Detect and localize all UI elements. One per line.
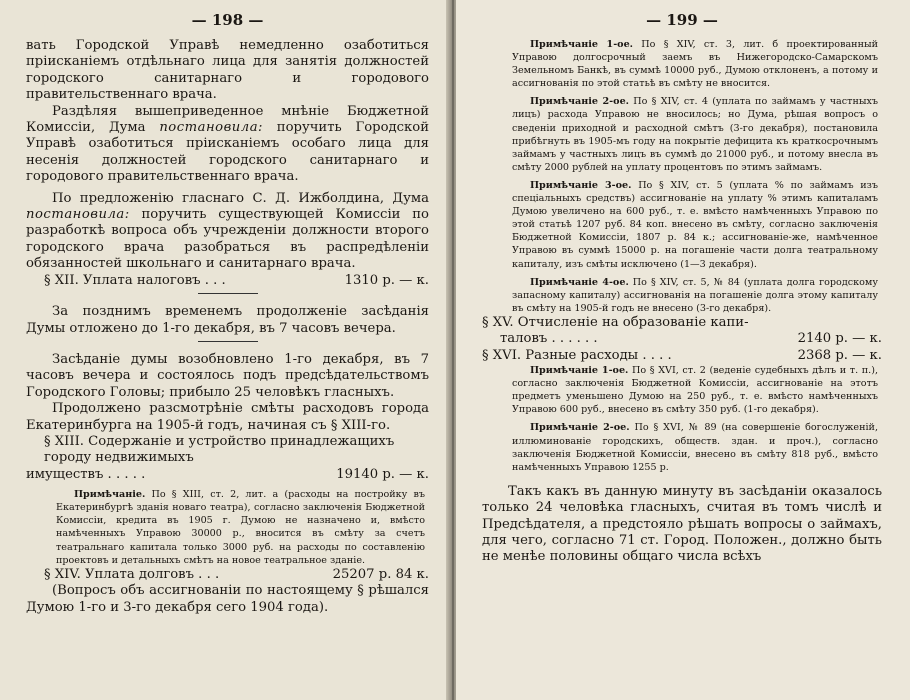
item-label: § XII. Уплата налоговъ . . . <box>44 272 226 288</box>
paragraph: За позднимъ временемъ продолженiе засѣданiя Думы отложено до 1-го декабря, въ 7 часовъ вечера. <box>26 304 429 336</box>
budget-item <box>26 434 429 467</box>
budget-item <box>482 331 882 347</box>
note-text <box>56 488 425 567</box>
text-run: поручить существующей Комиссiи по разработкѣ вопроса объ учрежденiи должности второго городского врача разобраться въ распредѣленiи обязанностей школьнаго и санитарнаго врача. <box>26 207 429 272</box>
budget-item <box>482 315 882 331</box>
footnote <box>512 38 878 90</box>
item-label: таловъ . . . . . . <box>500 331 598 347</box>
text-run: По § XIV, ст. 5 (уплата % по займамъ изъ спецiальныхъ средствъ) ассигнованiе на уплату % этимъ капиталамъ Думою увеличено на 600 руб., т. е. вмѣсто намѣченныхъ Управою по этой статьѣ 1207 руб. 84 коп. внесено въ смѣту, согласно заключенiя Бюджетной Комиссiи, 1807 р. 84 к.; ассигнованiе-же, намѣченное Управою въ суммѣ 15000 р. на погашенiе части долга театральному капиталу, изъ смѣты исключено (1—3 декабря). <box>512 179 878 270</box>
footnote <box>512 179 878 271</box>
item-amount: 2368 р. — к. <box>797 347 882 363</box>
note-heading: Примѣчанiе 1-ое. <box>530 365 629 377</box>
paragraph: Засѣданiе думы возобновлено 1-го декабря, въ 7 часовъ вечера и состоялось подъ предсѣдательствомъ Городского Головы; прибыло 25 человѣкъ гласныхъ. <box>26 351 429 400</box>
item-amount: 2140 р. — к. <box>797 331 882 347</box>
item-label: имуществъ . . . . . <box>26 466 146 482</box>
item-label: § XIII. Содержанiе и устройство принадлежащихъ городу недвижимыхъ <box>44 433 395 466</box>
paragraph <box>26 191 429 273</box>
separator-rule <box>198 341 258 342</box>
right-page <box>456 0 910 700</box>
note-text <box>512 38 878 90</box>
note-heading: Примѣчанiе 2-ое. <box>530 422 630 434</box>
paragraph: (Вопросъ объ ассигнованiи по настоящему § рѣшался Думою 1-го и 3-го декабря сего 1904 года). <box>26 583 429 615</box>
note-heading: Примѣчанiе 4-ое. <box>530 276 629 288</box>
note-text <box>512 179 878 271</box>
text-run: По предложенiю гласнаго С. Д. Ижболдина, Дума <box>52 190 429 206</box>
note-heading: Примѣчанiе 3-ое. <box>530 179 632 191</box>
text-run: Раздѣляя вышеприведенное мнѣнiе Бюджетной Комиссiи, Дума <box>26 103 429 136</box>
text-run: По § XVI, № 89 (на совершенiе богослуженiй, иллюминованiе городскихъ, обществ. здан. и проч.), согласно заключенiя Бюджетной Комиссiи, внесено въ смѣту 818 руб., вмѣсто намѣченныхъ Управою 1255 р. <box>512 422 878 473</box>
item-amount: 19140 р. — к. <box>336 466 429 482</box>
item-amount: 1310 р. — к. <box>344 272 429 288</box>
item-amount: 25207 р. 84 к. <box>332 566 429 582</box>
text-run: поручить Городской Управѣ озаботиться прiисканiемъ особаго лица для несенiя должностей городского санитарнаго и городового правительственнаго врача. <box>26 120 429 185</box>
note-heading: Примѣчанiе. <box>74 489 146 501</box>
footnote <box>512 276 878 315</box>
left-page <box>0 0 453 700</box>
footnote <box>512 364 878 416</box>
budget-item <box>26 567 429 583</box>
page-number: — 199 — <box>646 11 718 29</box>
paragraph <box>26 104 429 186</box>
budget-item <box>26 467 429 483</box>
footnote <box>56 488 425 567</box>
item-label: § XIV. Уплата долговъ . . . <box>44 566 220 582</box>
budget-item <box>482 348 882 364</box>
text-run: По § XIV, ст. 4 (уплата по займамъ у частныхъ лицъ) расхода Управою не вносилось; но Дума, рѣшая вопросъ о сведенiи приходной и расходной смѣтъ (3-го декабря), постановила прибѣгнуть въ 1905-мъ году на покрытiе дефицита къ краткосрочнымъ займамъ у частныхъ лицъ въ суммѣ до 21000 руб., и потому внесла въ смѣту 2000 рублей на уплату процентовъ по этимъ займамъ. <box>512 96 878 173</box>
note-text <box>512 276 878 315</box>
note-heading: Примѣчанiе 1-ое. <box>530 39 634 50</box>
footnote <box>512 421 878 473</box>
note-heading: Примѣчанiе 2-ое. <box>530 96 630 108</box>
text-run: По § XIV, ст. 3, лит. б проектированный Управою долгосрочный заемъ въ Нижегородско-Самарскомъ Земельномъ Банкѣ, въ суммѣ 10000 руб., Думою отклоненъ, а потому и ассигнованiя по этой статьѣ въ смѣту не вносится. <box>512 39 879 90</box>
text-run: По § XVI, ст. 2 (веденiе судебныхъ дѣлъ и т. п.), согласно заключенiя Бюджетной Комиссiи, ассигнованiе на этотъ предметъ уменьшено Думою на 250 руб., т. е. вмѣсто намѣченныхъ Управою 600 руб., внесено въ смѣту 350 руб. (1-го декабря). <box>512 365 878 416</box>
paragraph: Такъ какъ въ данную минуту въ засѣданiи оказалось только 24 человѣка гласныхъ, считая въ томъ числѣ и Предсѣдателя, а предстояло рѣшать вопросы о займахъ, для чего, согласно 71 ст. Город. Положен., должно быть не менѣе половины общаго числа всѣхъ <box>482 483 882 565</box>
item-label: § XV. Отчисленiе на образованiе капи- <box>482 314 749 330</box>
paragraph: вать Городской Управѣ немедленно озаботиться прiисканiемъ отдѣльнаго лица для занятiя должностей городского санитарнаго и городового правительственнаго врача. <box>26 38 429 103</box>
item-label: § XVI. Разные расходы . . . . <box>482 347 672 363</box>
note-text <box>512 421 878 473</box>
paragraph: Продолжено разсмотрѣнiе смѣты расходовъ города Екатеринбурга на 1905-й годъ, начиная съ § XIII-го. <box>26 401 429 433</box>
text-body <box>26 38 429 273</box>
text-run: По § XIV, ст. 5, № 84 (уплата долга городскому запасному капиталу) ассигнованiя на погашенiе долга этому капиталу въ смѣту на 1905-й годъ не внесено (3-го декабря). <box>512 276 878 314</box>
note-text <box>512 364 878 416</box>
footnote <box>512 95 878 174</box>
emphasis: постановила: <box>159 120 263 136</box>
emphasis: постановила: <box>26 207 130 223</box>
budget-item <box>26 273 429 289</box>
page-number: — 198 — <box>191 11 264 29</box>
note-text <box>512 95 878 174</box>
text-run: По § XIII, ст. 2, лит. а (расходы на постройку въ Екатеринбургѣ зданiя новаго театра), согласно заключенiя Бюджетной Комиссiи, кредита въ 1905 г. Думою не назначено и, вмѣсто намѣченныхъ Управою 30000 р., вносится въ смѣту за счетъ театральнаго капитала только 3000 руб. на расходы по составленiю проектовъ и детальныхъ смѣтъ на новое театральное зданiе. <box>56 489 425 566</box>
separator-rule <box>198 293 258 294</box>
